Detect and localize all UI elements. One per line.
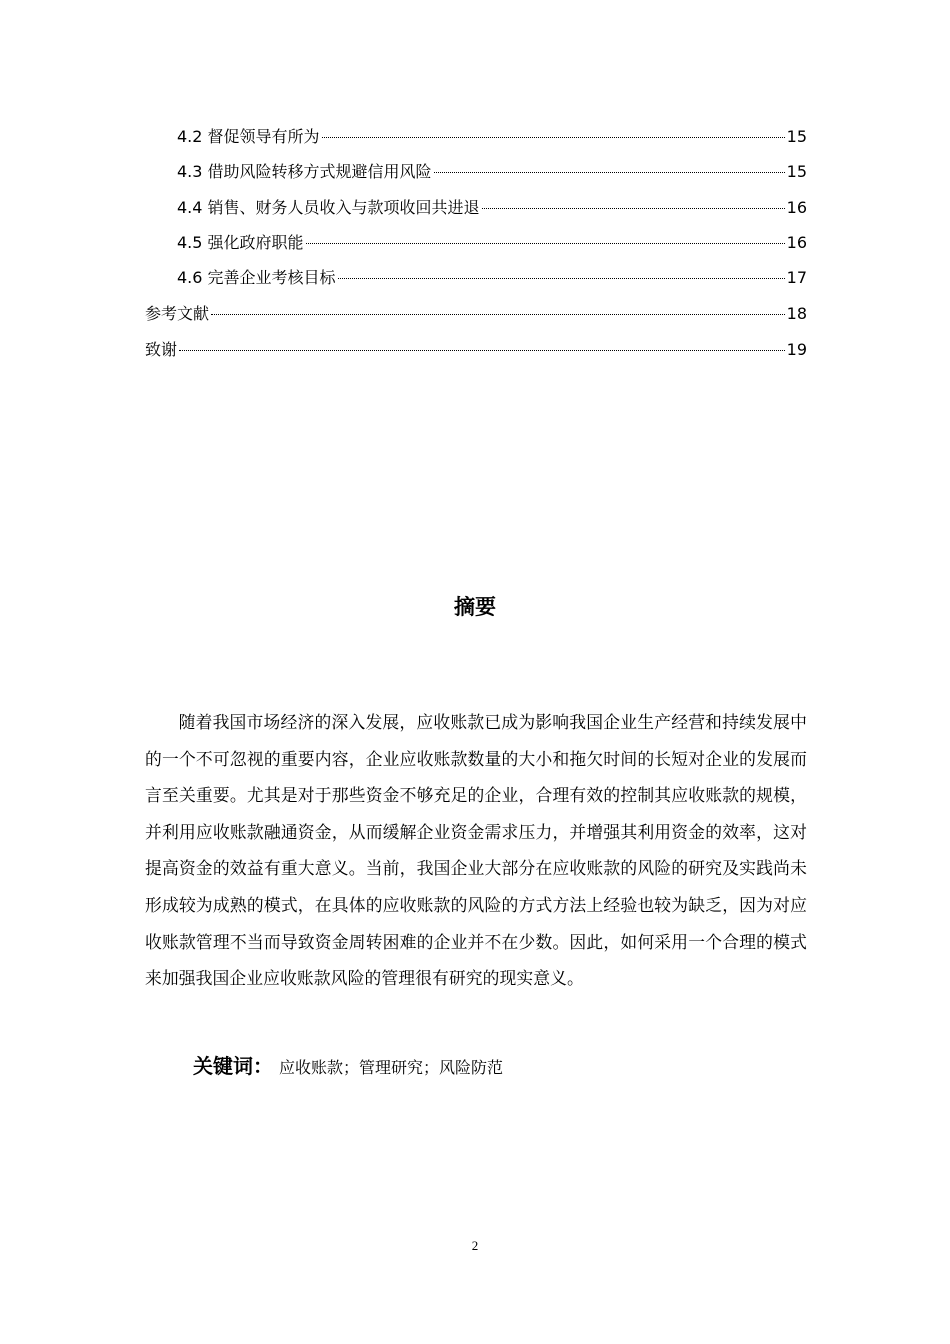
toc-leader-dots [179, 350, 785, 351]
keywords-list: 应收账款；管理研究；风险防范 [279, 1058, 504, 1077]
toc-entry-title: 4.6 完善企业考核目标 [177, 268, 336, 287]
toc-leader-dots [434, 172, 785, 173]
abstract-heading: 摘要 [454, 595, 496, 619]
abstract-body: 随着我国市场经济的深入发展，应收账款已成为影响我国企业生产经营和持续发展中的一个不可忽视的重要内容，企业应收账款数量的大小和拖欠时间的长短对企业的发展而言至关重要。尤其是对于那些资金不够充足的企业，合理有效的控制其应收账款的规模，并利用应收账款融通资金，从而缓解企业资金需求压力，并增强其利用资金的效率，这对提高资金的效益有重大意义。当前，我国企业大部分在应收账款的风险的研究及实践尚未形成较为成熟的模式，在具体的应收账款的风险的方式方法上经验也较为缺乏，因为对应收账款管理不当而导致资金周转困难的企业并不在少数。因此，如何采用一个合理的模式来加强我国企业应收账款风险的管理很有研究的现实意义。 [145, 712, 807, 989]
toc-entry[interactable] [145, 301, 807, 327]
page-number: 2 [471, 1238, 479, 1253]
toc-entry[interactable] [177, 159, 807, 185]
toc-entry[interactable] [177, 195, 807, 221]
toc-entry[interactable] [145, 337, 807, 363]
toc-entry[interactable] [177, 230, 807, 256]
toc-entry-page: 16 [786, 198, 807, 217]
toc-entry-title: 参考文献 [145, 304, 210, 323]
toc-leader-dots [322, 137, 785, 138]
toc-entry-title: 4.2 督促领导有所为 [177, 127, 320, 146]
toc-entry-title: 4.4 销售、财务人员收入与款项收回共进退 [177, 198, 480, 217]
toc-entry-page: 18 [786, 304, 807, 323]
toc-leader-dots [306, 243, 785, 244]
toc-entry-title: 4.3 借助风险转移方式规避信用风险 [177, 162, 432, 181]
toc-entry-page: 19 [786, 340, 807, 359]
toc-entry-page: 17 [786, 268, 807, 287]
toc-entry[interactable] [177, 265, 807, 291]
keywords-label: 关键词： [193, 1054, 273, 1078]
toc-entry[interactable] [177, 124, 807, 150]
toc-entry-title: 4.5 强化政府职能 [177, 233, 304, 252]
toc-entry-page: 16 [786, 233, 807, 252]
keywords-line [193, 1050, 503, 1086]
toc-leader-dots [482, 208, 785, 209]
toc-entry-page: 15 [786, 162, 807, 181]
toc-leader-dots [211, 314, 785, 315]
toc-leader-dots [338, 278, 785, 279]
toc-entry-title: 致谢 [145, 340, 178, 359]
toc-entry-page: 15 [786, 127, 807, 146]
